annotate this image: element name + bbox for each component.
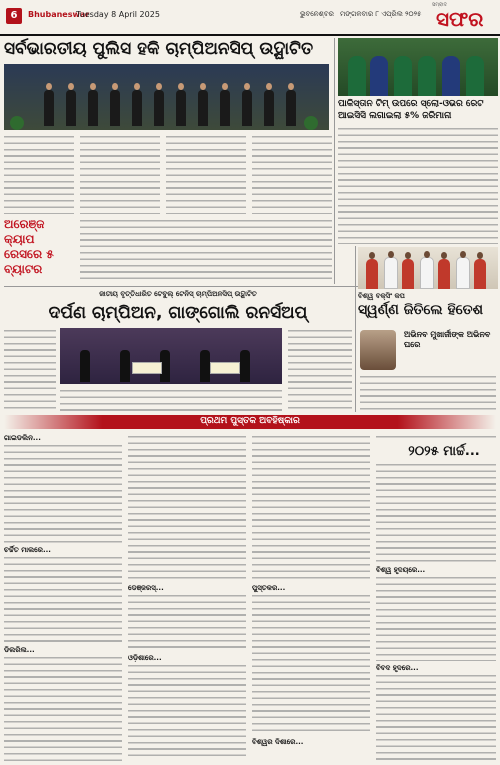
feature-band [4, 415, 496, 429]
feature-col4-b [376, 575, 496, 661]
feature-col4-intro [376, 434, 496, 442]
second-photo-caption [60, 388, 282, 412]
award-name: ଅଭିନବ ମୁଖାର୍ଜୀଙ୍କ ଅଭିନବ ଘରେ [404, 330, 491, 349]
subhead-8: ବିବଦ ହୃଦରେ... [376, 664, 419, 672]
feature-col1-a [4, 443, 122, 543]
award-heading [358, 292, 498, 319]
logo-tagline: ସମ୍ବାଦ [432, 2, 447, 8]
lead-text-col3 [166, 134, 246, 214]
header-city: Bhubaneswar [28, 10, 90, 19]
column-rule-2 [355, 246, 356, 412]
feature-col2-c [128, 663, 246, 761]
subhead-2: ଚର୍ଚ୍ଚିତ ମାଲରେ... [4, 546, 51, 554]
orange-cap-text-body [80, 218, 332, 282]
lead-photo [4, 64, 329, 130]
subhead-6: ପୁସ୍ତକର... [252, 584, 286, 592]
feature-col4-a [376, 462, 496, 562]
award-story-body [360, 374, 496, 412]
orange-cap-box [4, 217, 76, 276]
award-stage-photo [60, 328, 282, 384]
award-headline: ସ୍ୱର୍ଣ୍ଣ ଜିତିଲେ ହିତେଶ [358, 302, 484, 318]
feature-col4-c [376, 673, 496, 761]
subhead-9: ବିଶ୍ୱର ଦିଶାରେ... [252, 738, 304, 746]
feature-col2-a [128, 434, 246, 580]
feature-col3-a [252, 434, 370, 580]
page-number: 6 [6, 8, 22, 24]
lead-text-col1 [4, 134, 74, 214]
second-kicker: ଜାତୀୟ ବୃତ୍ତିଧାରିତ ଟେବୁଲ୍ ଟେନିସ୍ ଚାମ୍ପିଅନସିପ୍ ଉଦ୍ଘାଟିତ [99, 290, 257, 298]
second-text-col1 [4, 328, 56, 412]
second-text-col3 [288, 328, 352, 412]
page-header [0, 0, 500, 36]
date-box: ୨୦୨୫ ମାର୍ଚ୍ଚ... [408, 444, 480, 459]
feature-col3-b [252, 593, 370, 733]
subhead-4: ଡେଞ୍ଜରସ୍... [128, 584, 164, 592]
column-rule [334, 38, 335, 284]
right-story-body [338, 126, 498, 244]
lead-text-col4 [252, 134, 332, 214]
header-city-odia: ଭୁବନେଶ୍ବର [300, 10, 334, 18]
feature-col1-b [4, 555, 122, 643]
feature-band-title: ପ୍ରଥମ ପୁସ୍ତକ ଅବହିଷ୍କାର [200, 416, 300, 426]
second-headline: ଦର୍ପଣ ଚାମ୍ପିଅନ, ଗାଙ୍ଗୋଲି ରନର୍ସଅପ୍ [48, 303, 308, 323]
header-date: Tuesday 8 April 2025 [76, 10, 160, 19]
masthead-logo [432, 2, 494, 30]
header-date-odia: ମଙ୍ଗଳବାର ୮ ଏପ୍ରିଲ ୨୦୨୫ [340, 10, 422, 18]
lead-text-col2 [80, 134, 160, 214]
orange-cap-text: ଅରେଞ୍ଜ କ୍ୟାପ ରେସରେ ୫ ବ୍ୟାଟର [4, 217, 54, 276]
subhead-3: ଡିଲରିଲ... [4, 646, 35, 654]
pakistan-team-photo [338, 38, 498, 96]
award-kicker: ବିଶ୍ୱ ବକ୍ସିଂ କପ [358, 292, 405, 300]
boxer-portrait [360, 330, 396, 370]
lead-headline: ସର୍ବଭାରତୀୟ ପୁଲିସ ହକି ଚାମ୍ପିଅନସିପ୍ ଉଦ୍ଘାଟିତ [4, 39, 314, 59]
subhead-5: ଓଡ଼ିଶାରେ... [128, 654, 162, 662]
logo-text: ସଫର [436, 7, 484, 31]
right-headline: ପାକିସ୍ତାନ ଟିମ୍ ଉପରେ ସ୍ଲୋ-ଓଭର ରେଟ ଆଇସିସି ଲଗାଇଲା ୫% ଜରିମାନା [338, 99, 484, 121]
subhead-1: ଗାଇଡଲିନ... [4, 434, 41, 442]
feature-col1-c [4, 655, 122, 761]
subhead-7: ବିଶ୍ୱ ହୃଦୟରେ... [376, 566, 426, 574]
boxing-team-photo [358, 247, 498, 289]
feature-col2-b [128, 593, 246, 651]
